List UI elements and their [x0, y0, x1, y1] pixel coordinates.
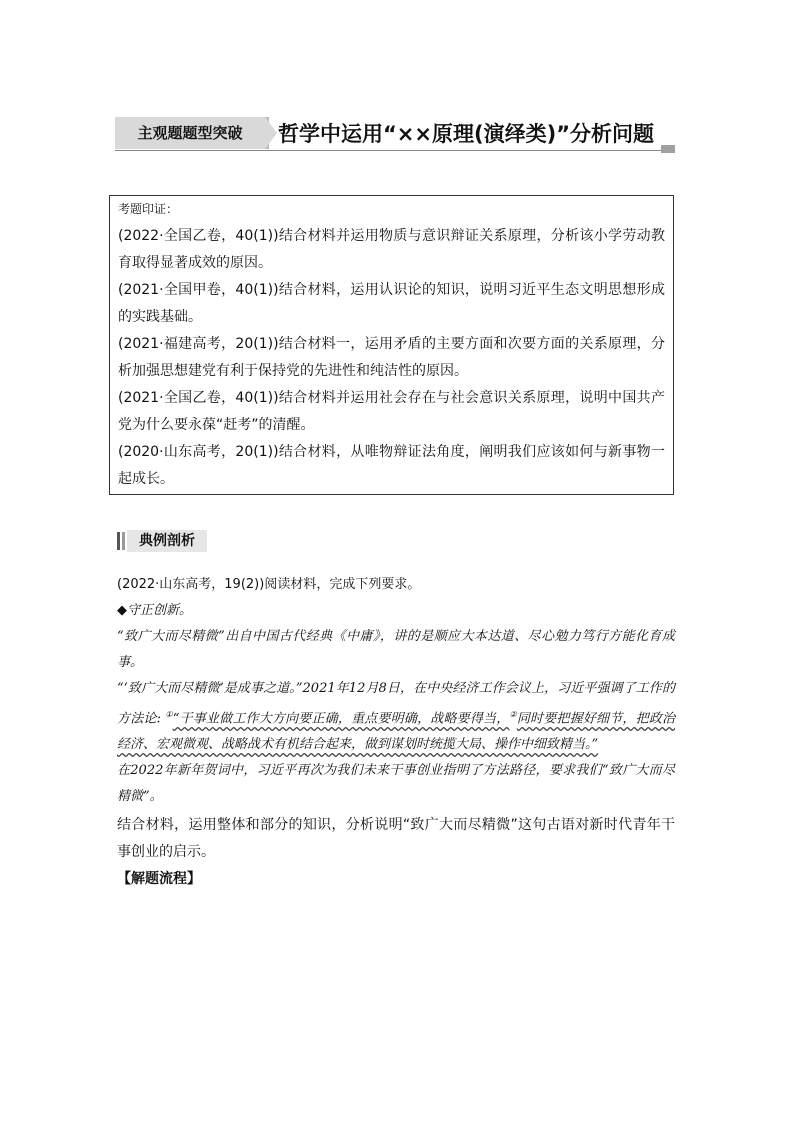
underlined-text: 同时要把握好细节，把政治经济、宏观微观、战略战术有机结合起来，做到谋划时统揽大局、操作中细致精当。”	[117, 711, 676, 753]
page-title: 哲学中运用“××原理(演绎类)”分析问题	[278, 122, 654, 146]
exam-item: (2022·全国乙卷，40(1))结合材料并运用物质与意识辩证关系原理，分析该小学劳动教育取得显著成效的原因。	[118, 228, 665, 271]
exam-item: (2021·全国甲卷，40(1))结合材料，运用认识论的知识，说明习近平生态文明思想形成的实践基础。	[118, 282, 665, 325]
header-corner-block	[661, 145, 675, 153]
section-marker	[122, 532, 125, 550]
material-paragraph: “致广大而尽精微”出自中国古代经典《中庸》，讲的是顺应大本达道、尽心勉力笃行方能化育成事。	[117, 629, 675, 670]
material-paragraph	[117, 676, 675, 758]
header-arrow-shape	[265, 117, 277, 149]
section-label-text: 典例剖析	[139, 533, 195, 549]
question-text: 结合材料，运用整体和部分的知识，分析说明“致广大而尽精微”这句古语对新时代青年干事创业的启示。	[117, 817, 675, 861]
material-paragraph: 在2022年新年贺词中，习近平再次为我们未来干事创业指明了方法路径，要求我们“致广大而尽精微”。	[117, 763, 675, 805]
source-line: (2022·山东高考，19(2))阅读材料，完成下列要求。	[117, 577, 421, 592]
bullet-line: ◆守正创新。	[117, 603, 192, 618]
section-header	[115, 117, 675, 153]
section-marker	[117, 532, 120, 550]
process-heading: 【解题流程】	[117, 871, 201, 888]
exam-item: (2021·福建高考，20(1))结合材料一，运用矛盾的主要方面和次要方面的关系原理，分析加强思想建党有利于保持党的先进性和纯洁性的原因。	[118, 336, 665, 379]
circled-number: ②	[509, 710, 517, 719]
header-tag: 主观题题型突破	[115, 117, 269, 149]
example-body	[117, 572, 675, 893]
exam-box-title: 考题印证：	[118, 202, 179, 216]
circled-number: ①	[165, 710, 173, 719]
exam-evidence-box	[109, 195, 674, 495]
exam-item: (2021·全国乙卷，40(1))结合材料并运用社会存在与社会意识关系原理，说明中国共产党为什么要永葆“赶考”的清醒。	[118, 390, 665, 433]
exam-item: (2020·山东高考，20(1))结合材料，从唯物辩证法角度，阐明我们应该如何与新事物一起成长。	[118, 444, 665, 487]
header-divider	[115, 150, 661, 151]
section-label	[117, 530, 207, 552]
underlined-text: “干事业做工作大方向要正确，重点要明确，战略要得当，	[172, 711, 510, 727]
paragraph-lead: “‘致广大而尽精微’是成事之道。”2021年12月8日，在中央经济工作会议上，习近平强调了工作的方法论:	[117, 681, 675, 727]
